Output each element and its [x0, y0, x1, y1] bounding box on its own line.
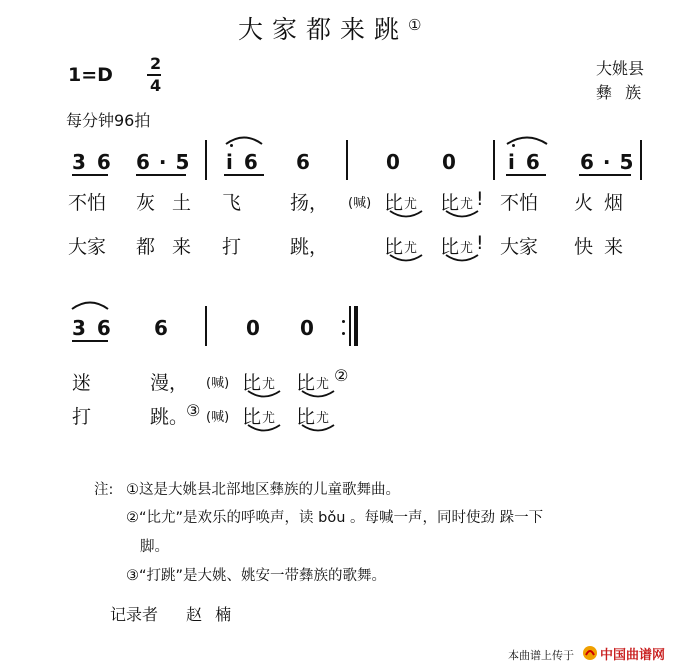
tie: [444, 210, 480, 220]
tie: [246, 424, 282, 434]
origin-people: 彝 族: [596, 83, 646, 102]
lyric: 比: [384, 236, 404, 258]
lyric: 都: [136, 236, 156, 258]
note-group: 3 6: [72, 316, 113, 340]
key-signature: 1=D: [68, 64, 113, 86]
lyric: 跳，: [290, 236, 329, 258]
rest: 0: [442, 150, 456, 174]
lyric: 来: [604, 236, 624, 258]
tie: [388, 254, 424, 264]
rest: 0: [246, 316, 260, 340]
lyric: 漫，: [150, 372, 189, 394]
tie: [246, 390, 282, 400]
tie: [388, 210, 424, 220]
beam: [72, 174, 108, 176]
title-text: 大家都来跳: [238, 15, 409, 44]
recorder-name: 赵 楠: [186, 605, 236, 624]
lyric-small: 尤: [460, 241, 474, 256]
beam: [224, 174, 264, 176]
repeat-dot: [342, 332, 345, 335]
note-item: ③“打跳”是大姚、姚安一带彝族的歌舞。: [126, 568, 387, 584]
site-name[interactable]: 中国曲谱网: [600, 648, 666, 663]
lyric-small: 尤: [460, 197, 474, 212]
beam: [579, 174, 631, 176]
lyric-shout: (喊): [348, 196, 372, 211]
origin-place: 大姚县: [596, 59, 645, 78]
barline: [205, 140, 207, 180]
repeat-dot: [342, 320, 345, 323]
lyric: 跳。: [150, 406, 189, 428]
lyric-small: 尤: [316, 377, 330, 392]
lyric: 飞: [222, 192, 242, 214]
tie: [444, 254, 480, 264]
lyric: !: [476, 232, 484, 254]
notes-label: 注:: [94, 482, 114, 498]
tempo-marking: 每分钟96拍: [66, 111, 151, 130]
lyric: 迷: [72, 372, 92, 394]
barline: [640, 140, 642, 180]
song-title: [238, 10, 421, 46]
slur: [70, 298, 110, 310]
barline: [346, 140, 348, 180]
recorder-label: 记录者: [110, 605, 159, 624]
lyric: 烟: [604, 192, 624, 214]
footnote-mark: ②: [334, 366, 349, 385]
note-group: 3 6: [72, 150, 113, 174]
lyric: 比: [384, 192, 404, 214]
lyric: 大家: [500, 236, 539, 258]
lyric: 大家: [68, 236, 107, 258]
lyric-small: 尤: [316, 411, 330, 426]
lyric: 比: [242, 406, 262, 428]
high-octave-dot: [512, 144, 515, 147]
lyric: 不怕: [68, 192, 107, 214]
barline: [349, 306, 351, 346]
time-signature-bottom: 4: [150, 76, 162, 95]
high-octave-dot: [230, 144, 233, 147]
time-signature-top: 2: [150, 54, 162, 73]
lyric-small: 尤: [262, 411, 276, 426]
lyric: 打: [222, 236, 242, 258]
note: 6: [154, 316, 168, 340]
lyric: 快: [574, 236, 594, 258]
lyric: 不怕: [500, 192, 539, 214]
site-logo-icon: [582, 645, 598, 661]
beam: [506, 174, 546, 176]
lyric-small: 尤: [262, 377, 276, 392]
lyric: 比: [440, 236, 460, 258]
barline: [205, 306, 207, 346]
lyric: 比: [242, 372, 262, 394]
lyric-shout: (喊): [206, 410, 230, 425]
lyric-shout: (喊): [206, 376, 230, 391]
note-item: ①这是大姚县北部地区彝族的儿童歌舞曲。: [126, 482, 400, 498]
tie: [300, 424, 336, 434]
lyric: 火: [574, 192, 594, 214]
barline-thick: [354, 306, 358, 346]
rest: 0: [386, 150, 400, 174]
lyric: 比: [296, 372, 316, 394]
beam: [72, 340, 108, 342]
note-item-continued: 脚。: [140, 539, 169, 555]
lyric: 打: [72, 406, 92, 428]
note-group: 6 · 5: [580, 150, 635, 174]
lyric: 灰: [136, 192, 156, 214]
barline: [493, 140, 495, 180]
lyric: 来: [172, 236, 192, 258]
tie: [300, 390, 336, 400]
footnote-mark: ③: [186, 401, 201, 420]
lyric: 扬，: [290, 192, 329, 214]
beam: [136, 174, 186, 176]
note-group: i 6: [508, 150, 542, 174]
lyric-small: 尤: [404, 241, 418, 256]
note-group: 6 · 5: [136, 150, 191, 174]
rest: 0: [300, 316, 314, 340]
lyric-small: 尤: [404, 197, 418, 212]
lyric: 比: [296, 406, 316, 428]
lyric: !: [476, 188, 484, 210]
note-item: ②“比尤”是欢乐的呼唤声，读 bǒu 。每喊一声，同时使劲 跺一下: [126, 510, 544, 526]
slur: [505, 133, 549, 145]
note-group: i 6: [226, 150, 260, 174]
title-footnote-mark: ①: [408, 16, 422, 34]
lyric: 土: [172, 192, 192, 214]
upload-note: 本曲谱上传于: [508, 649, 574, 662]
note: 6: [296, 150, 310, 174]
lyric: 比: [440, 192, 460, 214]
